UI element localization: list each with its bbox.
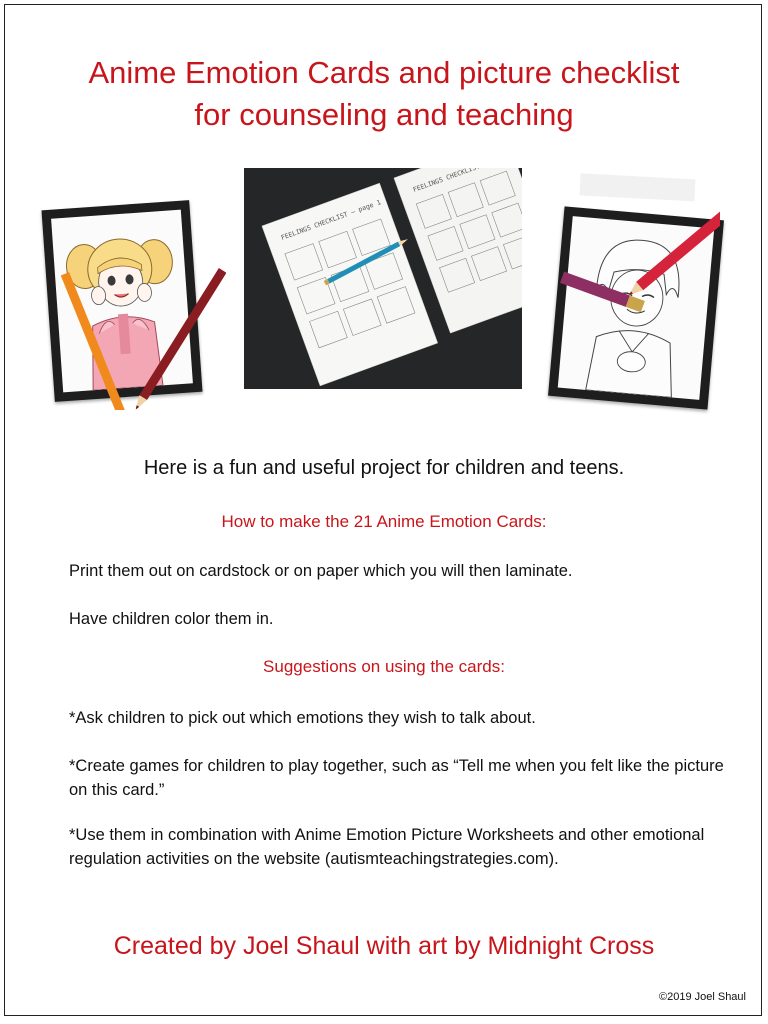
suggestion-3: *Use them in combination with Anime Emotion Picture Worksheets and other emotional regulation activities on the website (autismteachingstrategies.com).	[69, 826, 705, 868]
credit-line: Created by Joel Shaul with art by Midnight Cross	[113, 932, 655, 960]
checklist-page1-header: FEELINGS CHECKLIST – page 1	[279, 198, 382, 242]
colored-pencils-left	[46, 240, 226, 410]
make-step-1: Print them out on cardstock or on paper which you will then laminate.	[69, 562, 573, 580]
page-title-line1: Anime Emotion Cards and picture checklist	[88, 55, 680, 90]
make-step-2: Have children color them in.	[69, 610, 274, 628]
intro-text: Here is a fun and useful project for children and teens.	[143, 457, 625, 479]
paper-edge-right	[560, 170, 700, 210]
suggestion-1: *Ask children to pick out which emotions they wish to talk about.	[69, 709, 536, 727]
copyright-notice: ©2019 Joel Shaul	[658, 991, 746, 1003]
page-title-line2: for counseling and teaching	[194, 97, 574, 132]
heading-suggestions: Suggestions on using the cards:	[263, 657, 505, 676]
heading-how-to-make: How to make the 21 Anime Emotion Cards:	[221, 512, 547, 531]
feelings-checklist-photo	[244, 168, 522, 389]
colored-pencils-right	[560, 210, 720, 320]
suggestion-2: *Create games for children to play together, such as “Tell me when you felt like the picture on this card.”	[69, 757, 724, 799]
